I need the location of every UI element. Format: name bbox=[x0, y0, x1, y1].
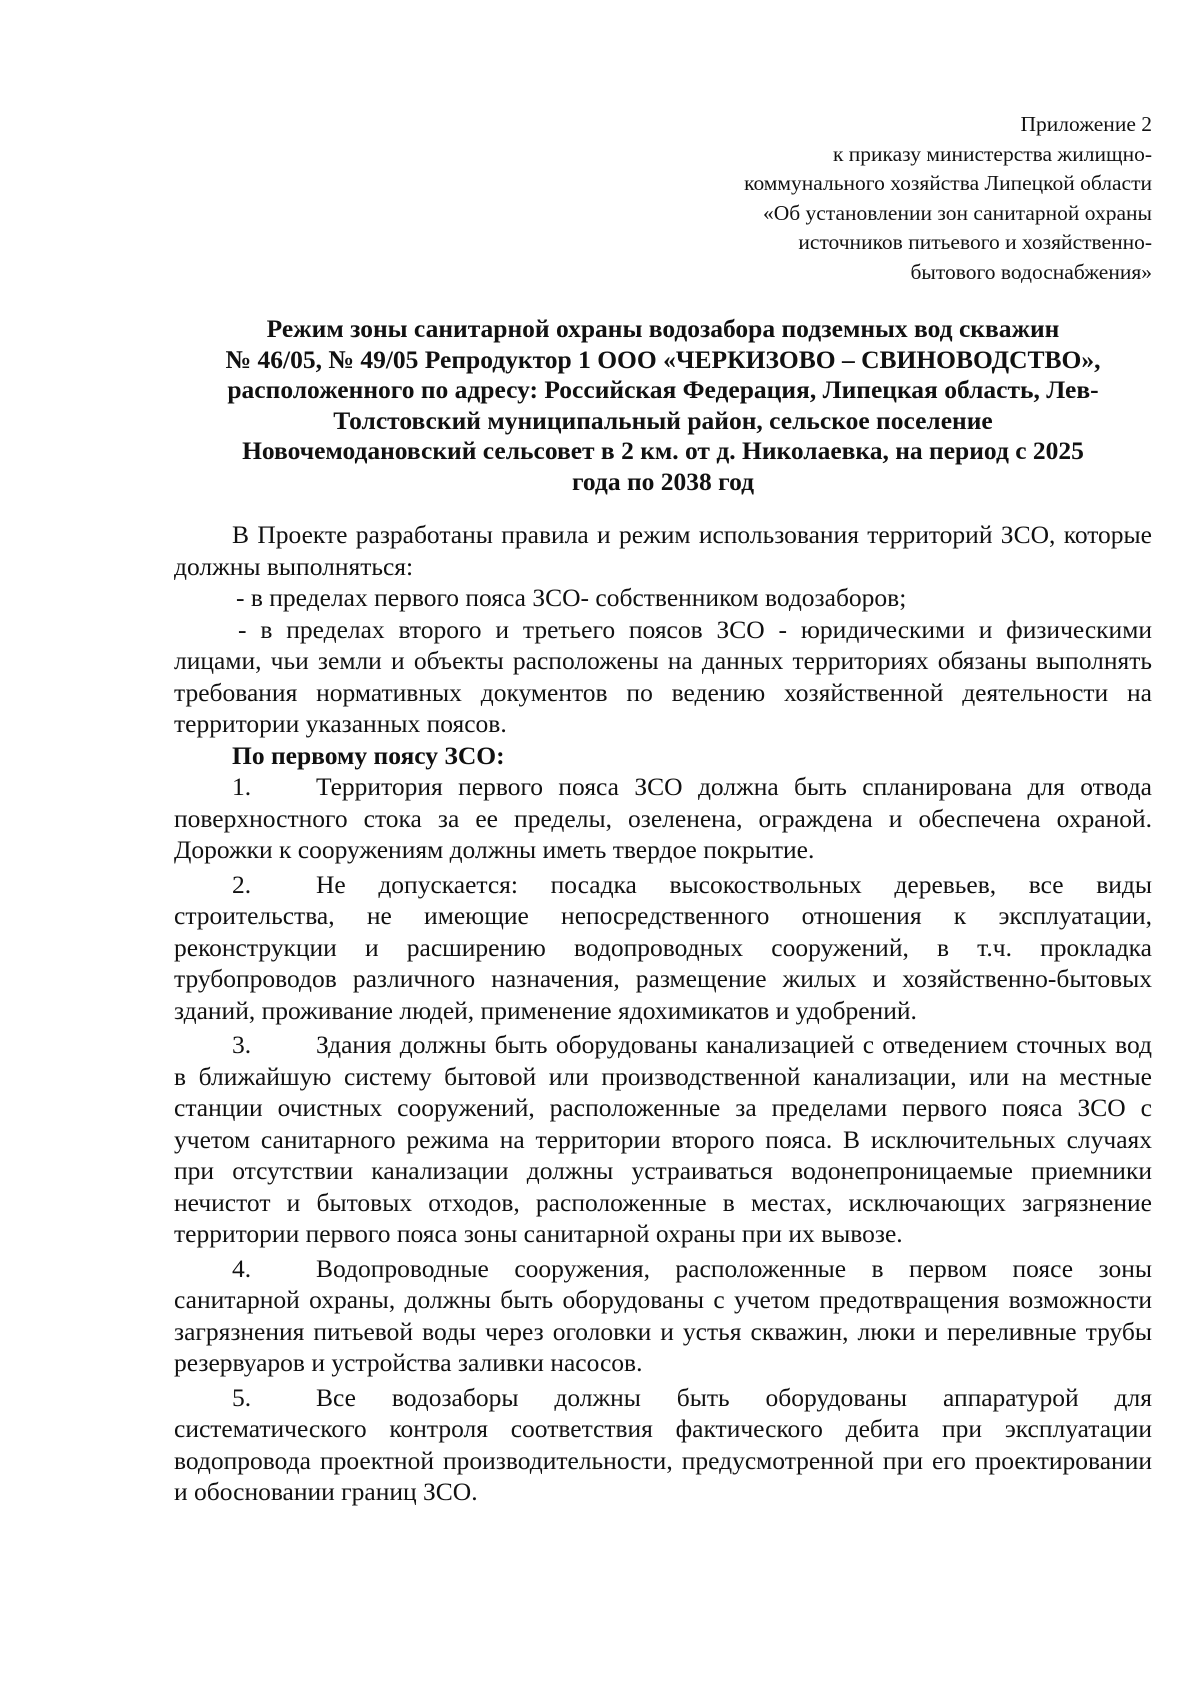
title-line: Режим зоны санитарной охраны водозабора подземных вод скважин bbox=[266, 314, 1060, 343]
item-text: Все водозаборы должны быть оборудованы аппаратурой для систематического контроля соответствия фактического дебита при эксплуатации водопровода проектной производительности, предусмотренной при его проектировании и обосновании границ ЗСО. bbox=[174, 1382, 1152, 1506]
title-line: расположенного по адресу: Российская Федерация, Липецкая область, Лев- bbox=[227, 375, 1099, 404]
intro-bullet-first-zone: - в пределах первого пояса ЗСО- собственником водозаборов; bbox=[236, 583, 907, 612]
item-number: 2. bbox=[232, 869, 252, 899]
intro-paragraph: В Проекте разработаны правила и режим использования территорий ЗСО, которые должны выполняться: bbox=[174, 520, 1152, 581]
title-line: Новочемодановский сельсовет в 2 км. от д. Николаевка, на период с 2025 bbox=[242, 436, 1084, 465]
item-number: 3. bbox=[232, 1030, 252, 1059]
list-item bbox=[174, 1253, 1152, 1379]
item-text: Водопроводные сооружения, расположенные в первом поясе зоны санитарной охраны, должны быть оборудованы с учетом предотвращения возможности загрязнения питьевой воды через оголовки и устья скважин, люки и переливные трубы резервуаров и устройства заливки насосов. bbox=[174, 1253, 1152, 1377]
list-item bbox=[174, 1029, 1152, 1250]
appendix-block bbox=[174, 110, 1152, 287]
list-item bbox=[174, 1382, 1152, 1508]
appendix-line: к приказу министерства жилищно- bbox=[832, 141, 1152, 166]
item-number: 5. bbox=[232, 1382, 252, 1412]
appendix-line: Приложение 2 bbox=[1020, 112, 1152, 136]
item-text: Не допускается: посадка высокоствольных деревьев, все виды строительства, не имеющие непосредственного отношения к эксплуатации, реконструкции и расширению водопроводных сооружений, в т.ч. прокладка трубопроводов различного назначения, размещение жилых и хозяйственно-бытовых зданий, проживание людей, применение ядохимикатов и удобрений. bbox=[174, 869, 1152, 1025]
title-line: № 46/05, № 49/05 Репродуктор 1 ООО «ЧЕРКИЗОВО – СВИНОВОДСТВО», bbox=[225, 344, 1101, 374]
item-number: 4. bbox=[232, 1253, 252, 1283]
appendix-line: источников питьевого и хозяйственно- bbox=[798, 230, 1152, 254]
item-number: 1. bbox=[232, 772, 252, 801]
document-page bbox=[174, 110, 1152, 1511]
title-line: года по 2038 год bbox=[571, 466, 755, 496]
section-heading-first-zone: По первому поясу ЗСО: bbox=[232, 740, 505, 770]
item-text: Здания должны быть оборудованы канализацией с отведением сточных вод в ближайшую систему бытовой или производственной канализации, или на местные станции очистных сооружений, расположенные за пределами первого пояса ЗСО с учетом санитарного режима на территории второго пояса. В исключительных случаях при отсутствии канализации должны устраиваться водонепроницаемые приемники нечистот и бытовых отходов, расположенные в местах, исключающих загрязнение территории первого пояса зоны санитарной охраны при их вывозе. bbox=[174, 1030, 1152, 1248]
title-line: Толстовский муниципальный район, сельское поселение bbox=[333, 405, 993, 435]
document-title bbox=[174, 314, 1152, 497]
appendix-line: «Об установлении зон санитарной охраны bbox=[762, 200, 1152, 225]
item-text: Территория первого пояса ЗСО должна быть спланирована для отвода поверхностного стока за ее пределы, озеленена, ограждена и обеспечена охраной. Дорожки к сооружениям должны иметь твердое покрытие. bbox=[174, 772, 1152, 864]
document-body bbox=[174, 519, 1152, 1508]
list-item bbox=[174, 869, 1152, 1027]
intro-bullet-second-third-zone: - в пределах второго и третьего поясов ЗСО - юридическими и физическими лицами, чьи земли и объекты расположены на данных территориях обязаны выполнять требования нормативных документов по ведению хозяйственной деятельности на территории указанных поясов. bbox=[174, 614, 1152, 738]
list-item bbox=[174, 771, 1152, 866]
appendix-line: бытового водоснабжения» bbox=[910, 259, 1152, 284]
appendix-line: коммунального хозяйства Липецкой области bbox=[744, 171, 1152, 195]
